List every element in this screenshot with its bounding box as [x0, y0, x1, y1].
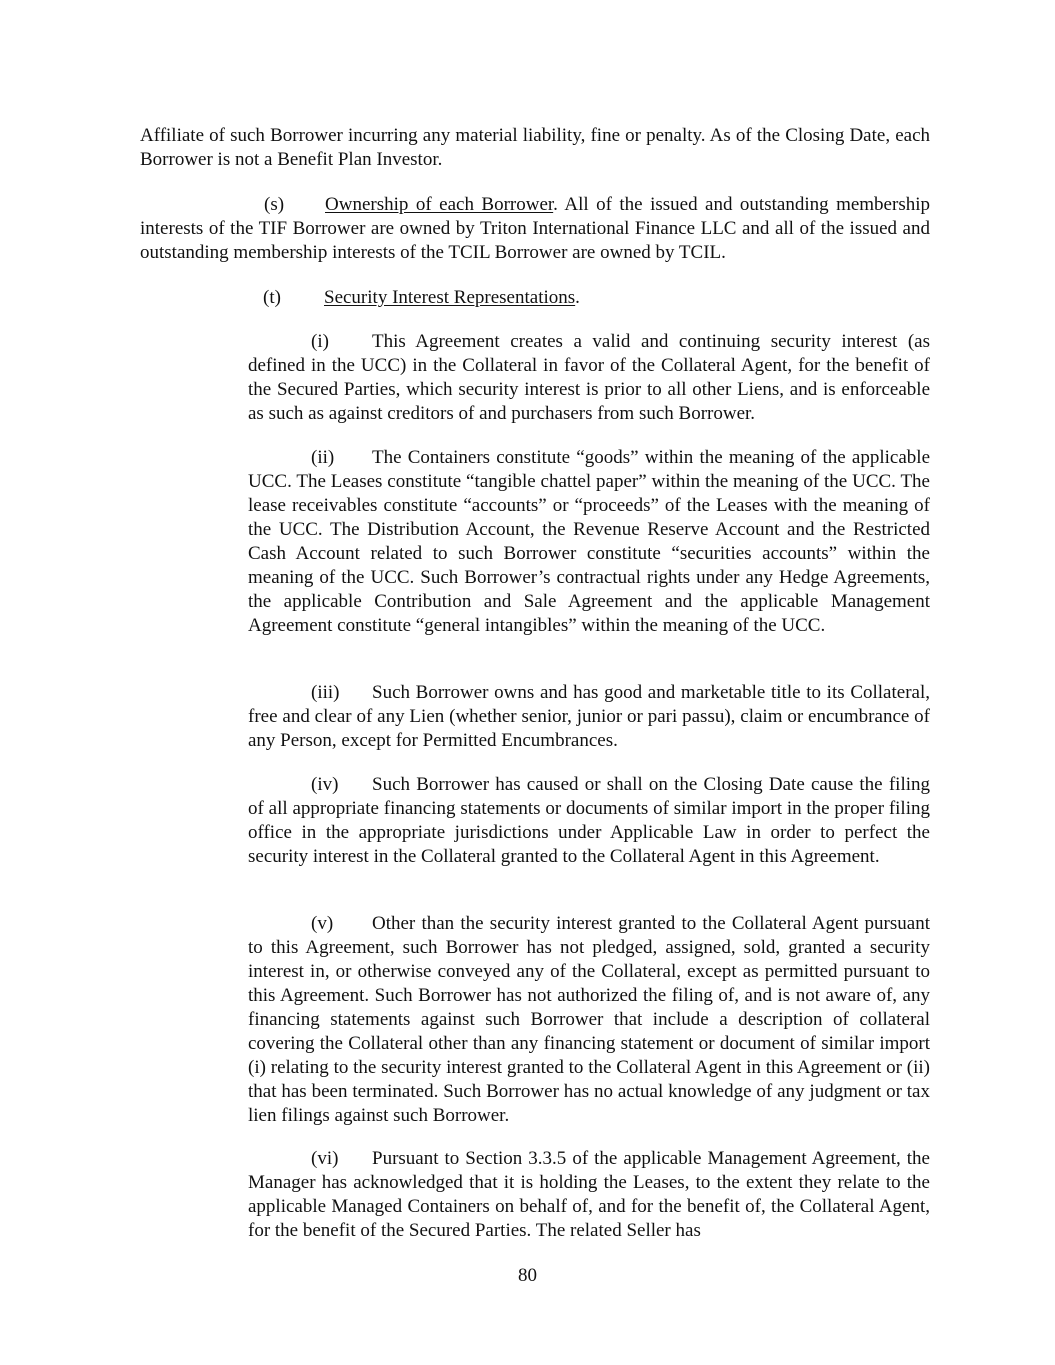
paragraph-i	[248, 330, 930, 426]
paragraph-iii-text: Such Borrower owns and has good and marketable title to its Collateral, free and clear of any Lien (whether senior, junior or pari passu), claim or encumbrance of any Person, except for Permitted Encumbrances.	[248, 682, 930, 751]
paragraph-t-text: .	[575, 287, 580, 308]
paragraph-iv-label: (iv)	[311, 774, 339, 795]
paragraph-s-text: . All of the issued and outstanding membership interests of the TIF Borrower are owned by Triton International Finance LLC and all of the issued and outstanding membership interests of the TCIL Borrower are owned by TCIL.	[140, 194, 930, 263]
paragraph-s-heading: Ownership of each Borrower	[325, 194, 554, 215]
paragraph-vi	[248, 1147, 930, 1243]
paragraph-v	[248, 912, 930, 1128]
paragraph-vi-text: Pursuant to Section 3.3.5 of the applicable Management Agreement, the Manager has acknowledged that it is holding the Leases, to the extent they relate to the applicable Managed Containers on behalf of, and for the benefit of, the Collateral Agent, for the benefit of the Secured Parties. The related Seller has	[248, 1148, 930, 1241]
paragraph-intro: Affiliate of such Borrower incurring any material liability, fine or penalty. As of the Closing Date, each Borrower is not a Benefit Plan Investor.	[140, 125, 930, 170]
paragraph-ii	[248, 446, 930, 638]
paragraph-t-heading: Security Interest Representations	[324, 287, 576, 308]
paragraph-iii-label: (iii)	[311, 682, 340, 703]
paragraph-s-label: (s)	[264, 194, 285, 215]
paragraph-t-label: (t)	[263, 287, 281, 308]
paragraph-i-text: This Agreement creates a valid and continuing security interest (as defined in the UCC) in the Collateral in favor of the Collateral Agent, for the benefit of the Secured Parties, which security interest is prior to all other Liens, and is enforceable as such as against creditors of and purchasers from such Borrower.	[248, 331, 930, 424]
paragraph-ii-text: The Containers constitute “goods” within the meaning of the applicable UCC. The Leases constitute “tangible chattel paper” within the meaning of the UCC. The lease receivables constitute “accounts” or “proceeds” of the Leases with the meaning of the UCC. The Distribution Account, the Revenue Reserve Account and the Restricted Cash Account related to such Borrower constitute “securities accounts” within the meaning of the UCC. Such Borrower’s contractual rights under any Hedge Agreements, the applicable Contribution and Sale Agreement and the applicable Management Agreement constitute “general intangibles” within the meaning of the UCC.	[248, 447, 930, 636]
page-number: 80	[518, 1265, 537, 1286]
paragraph-s	[140, 193, 930, 265]
paragraph-v-text: Other than the security interest granted to the Collateral Agent pursuant to this Agreement, such Borrower has not pledged, assigned, sold, granted a security interest in, or otherwise conveyed any of the Collateral, except as permitted pursuant to this Agreement. Such Borrower has not authorized the filing of, and is not aware of, any financing statements against such Borrower that include a description of collateral covering the Collateral other than any financing statement or document of similar import (i) relating to the security interest granted to the Collateral Agent in this Agreement or (ii) that has been terminated. Such Borrower has no actual knowledge of any judgment or tax lien filings against such Borrower.	[248, 913, 930, 1126]
paragraph-i-label: (i)	[311, 331, 329, 352]
paragraph-ii-label: (ii)	[311, 447, 335, 468]
paragraph-t	[263, 286, 580, 310]
paragraph-vi-label: (vi)	[311, 1148, 339, 1169]
paragraph-iii	[248, 681, 930, 753]
paragraph-v-label: (v)	[311, 913, 334, 934]
paragraph-iv-text: Such Borrower has caused or shall on the Closing Date cause the filing of all appropriate financing statements or documents of similar import in the proper filing office in the appropriate jurisdictions under Applicable Law in order to perfect the security interest in the Collateral granted to the Collateral Agent in this Agreement.	[248, 774, 930, 867]
paragraph-iv	[248, 773, 930, 869]
